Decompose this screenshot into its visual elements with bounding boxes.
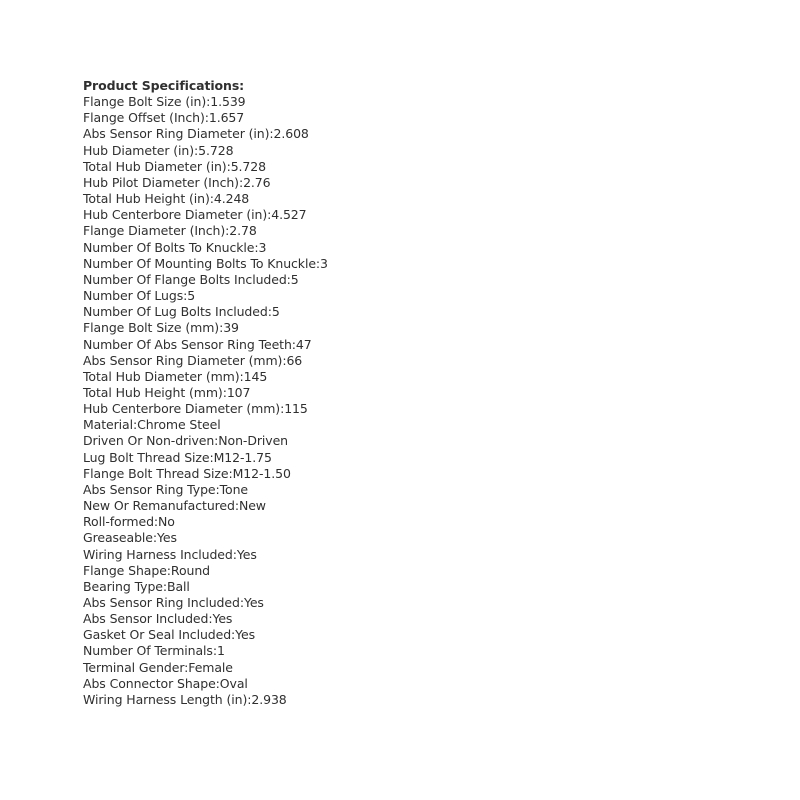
spec-line bbox=[83, 530, 743, 546]
spec-value: Round bbox=[170, 562, 210, 578]
spec-separator: : bbox=[239, 368, 244, 384]
spec-line bbox=[83, 94, 743, 110]
spec-label: Abs Connector Shape bbox=[83, 675, 216, 691]
spec-label: Number Of Mounting Bolts To Knuckle bbox=[83, 255, 316, 271]
spec-label: Number Of Lug Bolts Included bbox=[83, 304, 268, 320]
spec-label: Total Hub Height (mm) bbox=[83, 384, 223, 400]
spec-separator: : bbox=[204, 110, 209, 126]
spec-label: Hub Pilot Diameter (Inch) bbox=[83, 174, 239, 190]
spec-line bbox=[83, 417, 743, 433]
spec-separator: : bbox=[209, 449, 214, 465]
spec-value: 1.539 bbox=[210, 94, 246, 110]
spec-value: 115 bbox=[284, 401, 308, 417]
spec-value: 2.78 bbox=[229, 223, 257, 239]
spec-line bbox=[83, 256, 743, 272]
spec-label: Total Hub Height (in) bbox=[83, 191, 210, 207]
spec-separator: : bbox=[282, 352, 287, 368]
spec-separator: : bbox=[214, 433, 219, 449]
spec-line bbox=[83, 385, 743, 401]
spec-separator: : bbox=[291, 336, 296, 352]
spec-line bbox=[83, 547, 743, 563]
spec-separator: : bbox=[212, 643, 217, 659]
spec-line bbox=[83, 143, 743, 159]
spec-label: Number Of Bolts To Knuckle bbox=[83, 239, 255, 255]
spec-value: Oval bbox=[219, 675, 248, 691]
spec-label: Roll-formed bbox=[83, 514, 154, 530]
spec-value: 145 bbox=[243, 368, 268, 384]
spec-value: 5.728 bbox=[230, 158, 266, 174]
spec-value: 2.76 bbox=[243, 174, 271, 190]
spec-line bbox=[83, 353, 743, 369]
spec-label: Wiring Harness Length (in) bbox=[83, 691, 248, 707]
spec-label: Number Of Flange Bolts Included bbox=[83, 271, 287, 287]
spec-value: 5.728 bbox=[198, 142, 234, 158]
spec-line bbox=[83, 401, 743, 417]
spec-line bbox=[83, 466, 743, 482]
spec-line bbox=[83, 660, 743, 676]
spec-value: 3 bbox=[320, 255, 328, 271]
spec-label: Flange Diameter (Inch) bbox=[83, 223, 226, 239]
spec-line bbox=[83, 175, 743, 191]
spec-label: Flange Offset (Inch) bbox=[83, 110, 205, 126]
spec-line bbox=[83, 369, 743, 385]
spec-label: Abs Sensor Ring Diameter (in) bbox=[83, 126, 270, 142]
spec-separator: : bbox=[280, 401, 285, 417]
spec-value: 4.527 bbox=[271, 207, 307, 223]
spec-label: Gasket Or Seal Included bbox=[83, 627, 232, 643]
spec-value: Yes bbox=[243, 595, 264, 610]
spec-separator: : bbox=[208, 611, 213, 627]
spec-value: 47 bbox=[295, 336, 312, 352]
spec-separator: : bbox=[238, 174, 244, 190]
spec-line bbox=[83, 676, 743, 692]
spec-line bbox=[83, 159, 743, 175]
spec-value: M12-1.75 bbox=[213, 449, 272, 465]
spec-label: Material bbox=[83, 417, 133, 433]
spec-separator: : bbox=[269, 126, 274, 142]
spec-value: Yes bbox=[235, 627, 256, 643]
spec-line bbox=[83, 611, 743, 627]
spec-label: Flange Shape bbox=[83, 562, 167, 578]
spec-separator: : bbox=[206, 94, 211, 110]
spec-value: Yes bbox=[212, 611, 233, 627]
spec-line bbox=[83, 692, 743, 708]
spec-separator: : bbox=[228, 465, 233, 481]
spec-value: Yes bbox=[236, 546, 257, 562]
spec-line bbox=[83, 579, 743, 595]
spec-line bbox=[83, 191, 743, 207]
spec-label: Driven Or Non-driven bbox=[83, 433, 215, 449]
spec-sheet-title: Product Specifications: bbox=[83, 78, 245, 93]
spec-value: No bbox=[158, 514, 175, 530]
spec-label: Abs Sensor Included bbox=[83, 611, 209, 627]
spec-label: Abs Sensor Ring Type bbox=[83, 481, 216, 497]
spec-line bbox=[83, 272, 743, 288]
spec-separator: : bbox=[152, 530, 157, 546]
spec-label: New Or Remanufactured bbox=[83, 498, 235, 514]
spec-label: Flange Bolt Size (mm) bbox=[83, 320, 220, 336]
spec-separator: : bbox=[184, 659, 189, 675]
spec-value: 1 bbox=[216, 643, 225, 659]
spec-label: Flange Bolt Size (in) bbox=[83, 94, 207, 110]
spec-value: 2.938 bbox=[251, 691, 287, 707]
spec-value: Non-Driven bbox=[218, 433, 288, 449]
spec-label: Greaseable bbox=[83, 530, 153, 546]
spec-separator: : bbox=[209, 191, 214, 207]
spec-line bbox=[83, 643, 743, 659]
spec-separator: : bbox=[286, 271, 291, 287]
spec-separator: : bbox=[247, 691, 252, 707]
spec-value: 39 bbox=[223, 320, 239, 336]
spec-label: Wiring Harness Included bbox=[83, 546, 233, 562]
spec-label: Total Hub Diameter (in) bbox=[83, 158, 227, 174]
spec-line bbox=[83, 433, 743, 449]
spec-separator: : bbox=[232, 546, 237, 562]
spec-separator: : bbox=[183, 288, 188, 304]
spec-line bbox=[83, 223, 743, 239]
spec-separator: : bbox=[222, 384, 227, 400]
spec-label: Hub Centerbore Diameter (mm) bbox=[83, 401, 281, 417]
spec-value: 107 bbox=[226, 384, 251, 400]
spec-separator: : bbox=[153, 514, 159, 530]
spec-value: Yes bbox=[157, 530, 177, 546]
spec-line bbox=[83, 207, 743, 223]
spec-line bbox=[83, 482, 743, 498]
spec-label: Lug Bolt Thread Size bbox=[83, 449, 210, 465]
spec-line bbox=[83, 110, 743, 126]
spec-separator: : bbox=[194, 142, 199, 158]
spec-line bbox=[83, 320, 743, 336]
spec-value: 5 bbox=[271, 304, 280, 320]
product-spec-sheet bbox=[83, 78, 743, 708]
spec-label: Hub Diameter (in) bbox=[83, 142, 195, 158]
spec-value: 1.657 bbox=[208, 110, 245, 126]
spec-line bbox=[83, 304, 743, 320]
spec-separator: : bbox=[231, 627, 236, 643]
spec-value: New bbox=[238, 498, 266, 514]
spec-value: 3 bbox=[258, 239, 267, 255]
spec-line bbox=[83, 627, 743, 643]
spec-separator: : bbox=[234, 498, 239, 514]
spec-label: Abs Sensor Ring Diameter (mm) bbox=[83, 352, 283, 368]
spec-line bbox=[83, 240, 743, 256]
spec-label: Flange Bolt Thread Size bbox=[83, 465, 229, 481]
spec-value: 66 bbox=[286, 352, 303, 368]
spec-separator: : bbox=[215, 481, 220, 497]
spec-value: Female bbox=[188, 659, 233, 675]
spec-separator: : bbox=[225, 223, 230, 239]
spec-value: Tone bbox=[219, 481, 248, 497]
spec-value: 5 bbox=[187, 288, 196, 304]
spec-line bbox=[83, 498, 743, 514]
spec-separator: : bbox=[254, 239, 259, 255]
spec-label: Number Of Abs Sensor Ring Teeth bbox=[83, 336, 292, 352]
spec-separator: : bbox=[315, 255, 321, 271]
spec-line bbox=[83, 288, 743, 304]
spec-separator: : bbox=[267, 304, 272, 320]
spec-separator: : bbox=[166, 562, 171, 578]
spec-label: Number Of Terminals bbox=[83, 643, 213, 659]
spec-line bbox=[83, 514, 743, 530]
spec-label: Hub Centerbore Diameter (in) bbox=[83, 207, 268, 223]
spec-separator: : bbox=[226, 158, 231, 174]
spec-separator: : bbox=[239, 595, 244, 610]
spec-line bbox=[83, 126, 743, 142]
spec-line bbox=[83, 450, 743, 466]
spec-value: M12-1.50 bbox=[232, 465, 291, 481]
spec-label: Abs Sensor Ring Included bbox=[83, 595, 240, 610]
spec-value: 5 bbox=[290, 271, 299, 287]
spec-label: Number Of Lugs bbox=[83, 288, 184, 304]
spec-separator: : bbox=[267, 207, 272, 223]
spec-label: Bearing Type bbox=[83, 578, 163, 594]
spec-separator: : bbox=[215, 675, 220, 691]
spec-label: Total Hub Diameter (mm) bbox=[83, 368, 240, 384]
spec-list bbox=[83, 94, 743, 708]
spec-label: Terminal Gender bbox=[83, 659, 185, 675]
spec-separator: : bbox=[132, 417, 138, 433]
spec-line bbox=[83, 337, 743, 353]
spec-value: Ball bbox=[167, 578, 190, 594]
spec-value: 2.608 bbox=[273, 126, 309, 142]
spec-value: 4.248 bbox=[213, 191, 250, 207]
spec-line bbox=[83, 595, 743, 611]
spec-separator: : bbox=[162, 578, 168, 594]
spec-separator: : bbox=[219, 320, 224, 336]
spec-line bbox=[83, 563, 743, 579]
spec-value: Chrome Steel bbox=[137, 417, 221, 433]
